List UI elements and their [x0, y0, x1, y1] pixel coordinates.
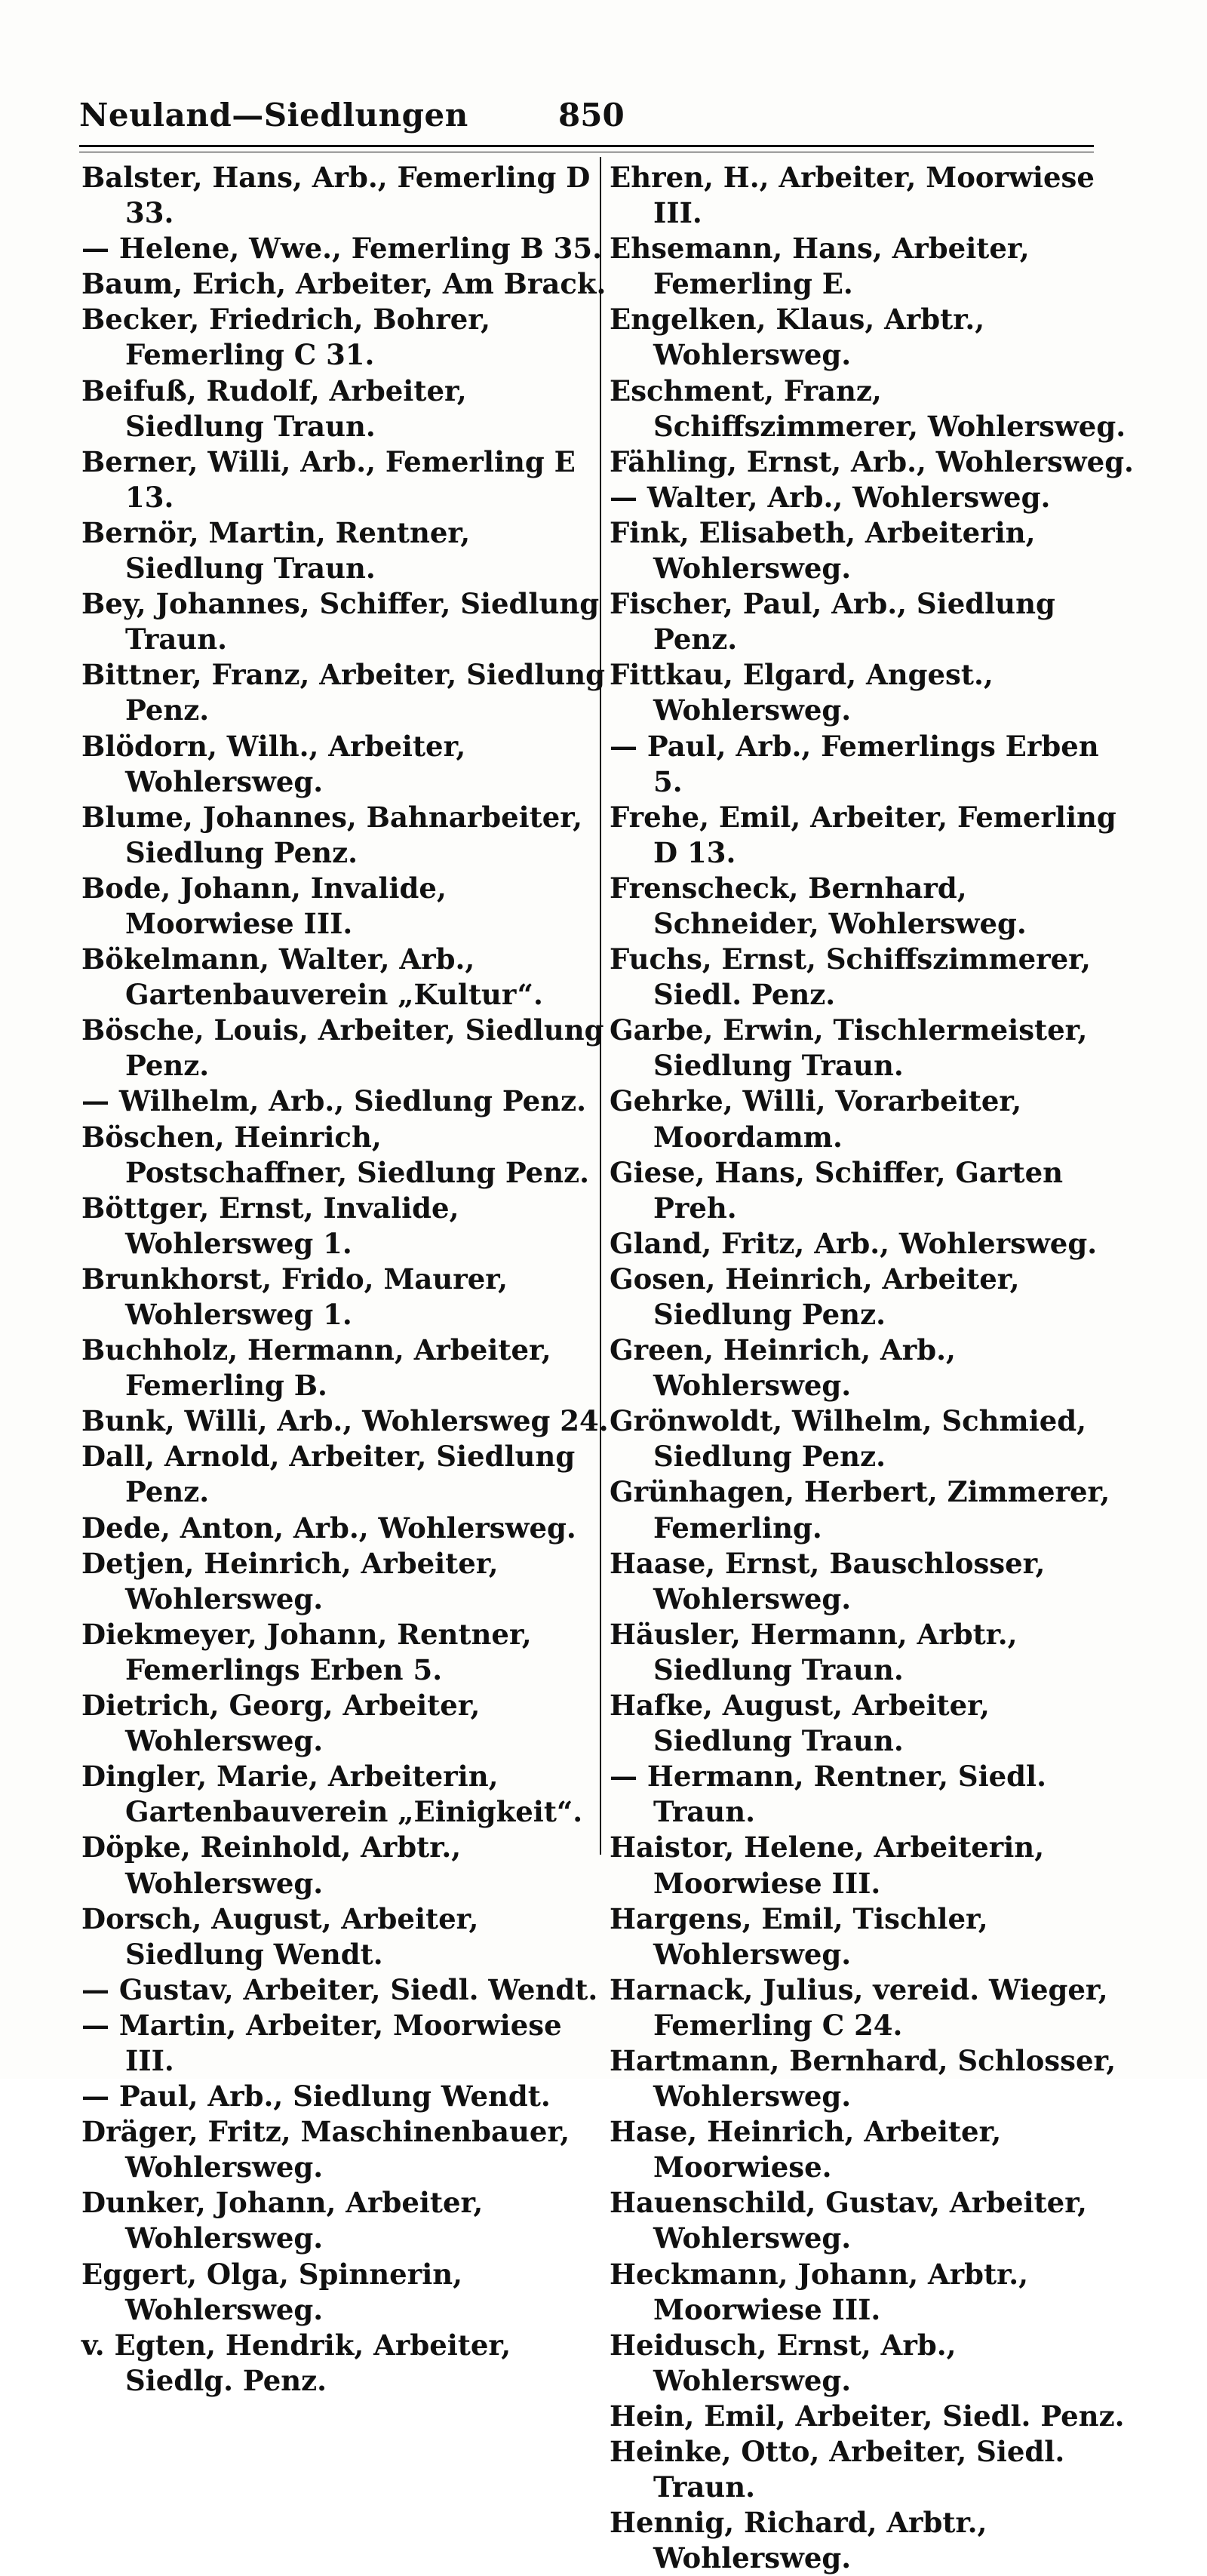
- directory-entry: Giese, Hans, Schiffer, Garten Preh.: [610, 1155, 1064, 1225]
- directory-entry: Haase, Ernst, Bauschlosser, Wohlersweg.: [610, 1546, 1046, 1615]
- directory-entry: Blödorn, Wilh., Arbeiter, Wohlersweg.: [81, 729, 466, 798]
- directory-entry: Böttger, Ernst, Invalide, Wohlersweg 1.: [81, 1191, 459, 1260]
- directory-entry: Balster, Hans, Arb., Femerling D 33.: [81, 161, 591, 230]
- directory-entry: Bode, Johann, Invalide, Moorwiese III.: [81, 871, 447, 940]
- directory-entry: Bey, Johannes, Schiffer, Siedlung Traun.: [81, 587, 600, 656]
- directory-entry: Dorsch, August, Arbeiter, Siedlung Wendt.: [81, 1901, 479, 1971]
- directory-entry: — Gustav, Arbeiter, Siedl. Wendt.: [81, 1972, 598, 2006]
- directory-entry: Grönwoldt, Wilhelm, Schmied, Siedlung Penz.: [610, 1404, 1087, 1474]
- directory-entry: Heckmann, Johann, Arbtr., Moorwiese III.: [610, 2257, 1028, 2326]
- directory-entry: Bernör, Martin, Rentner, Siedlung Traun.: [81, 515, 471, 586]
- directory-entry: Gland, Fritz, Arb., Wohlersweg.: [610, 1226, 1098, 1260]
- directory-entry: Dräger, Fritz, Maschinenbauer, Wohlersweg.: [81, 2115, 570, 2184]
- directory-entry: Dingler, Marie, Arbeiterin, Gartenbauverein „Einigkeit“.: [81, 1760, 583, 1829]
- directory-entry: — Paul, Arb., Femerlings Erben 5.: [610, 729, 1099, 798]
- header-rule-thick: [79, 145, 1094, 147]
- directory-entry: Häusler, Hermann, Arbtr., Siedlung Traun.: [610, 1617, 1018, 1686]
- directory-entry: Diekmeyer, Johann, Rentner, Femerlings Erben 5.: [81, 1617, 532, 1686]
- directory-entry: Heinke, Otto, Arbeiter, Siedl. Traun.: [610, 2435, 1065, 2504]
- directory-entry: Fähling, Ernst, Arb., Wohlersweg.: [610, 444, 1134, 478]
- directory-entry: Dede, Anton, Arb., Wohlersweg.: [81, 1511, 576, 1545]
- directory-entry: — Paul, Arb., Siedlung Wendt.: [81, 2080, 551, 2113]
- directory-entry: Frenscheck, Bernhard, Schneider, Wohlersweg.: [610, 871, 1027, 940]
- directory-entry: — Wilhelm, Arb., Siedlung Penz.: [81, 1084, 586, 1118]
- directory-entry: Fuchs, Ernst, Schiffszimmerer, Siedl. Penz.: [610, 942, 1091, 1012]
- directory-entry: Döpke, Reinhold, Arbtr., Wohlersweg.: [81, 1831, 462, 1900]
- directory-entry: Detjen, Heinrich, Arbeiter, Wohlersweg.: [81, 1546, 499, 1615]
- directory-entry: Brunkhorst, Frido, Maurer, Wohlersweg 1.: [81, 1262, 508, 1331]
- directory-entry: Green, Heinrich, Arb., Wohlersweg.: [610, 1333, 956, 1403]
- directory-entry: Bökelmann, Walter, Arb., Gartenbauverein „Kultur“.: [81, 942, 543, 1012]
- directory-entry: Harnack, Julius, vereid. Wieger, Femerling C 24.: [610, 1972, 1108, 2042]
- directory-entry: Bittner, Franz, Arbeiter, Siedlung Penz.: [81, 658, 606, 727]
- directory-entry: Böschen, Heinrich, Postschaffner, Siedlung Penz.: [81, 1120, 589, 1189]
- directory-entry: Hartmann, Bernhard, Schlosser, Wohlersweg.: [610, 2043, 1116, 2113]
- directory-entry: Ehsemann, Hans, Arbeiter, Femerling E.: [610, 232, 1030, 301]
- directory-entry: Blume, Johannes, Bahnarbeiter, Siedlung Penz.: [81, 800, 582, 869]
- directory-entry: Haistor, Helene, Arbeiterin, Moorwiese III.: [610, 1831, 1045, 1900]
- directory-entry: Frehe, Emil, Arbeiter, Femerling D 13.: [610, 800, 1116, 869]
- directory-entry: Fischer, Paul, Arb., Siedlung Penz.: [610, 587, 1055, 656]
- directory-entry: Dietrich, Georg, Arbeiter, Wohlersweg.: [81, 1689, 481, 1758]
- directory-entry: Heidusch, Ernst, Arb., Wohlersweg.: [610, 2328, 957, 2397]
- directory-entry: — Helene, Wwe., Femerling B 35.: [81, 232, 603, 266]
- right-column: [610, 160, 1138, 2576]
- directory-entry: Buchholz, Hermann, Arbeiter, Femerling B.: [81, 1333, 551, 1403]
- directory-entry: Engelken, Klaus, Arbtr., Wohlersweg.: [610, 303, 985, 372]
- directory-entry: Berner, Willi, Arb., Femerling E 13.: [81, 444, 576, 514]
- directory-entry: v. Egten, Hendrik, Arbeiter, Siedlg. Penz.: [81, 2328, 511, 2397]
- directory-entry: Gehrke, Willi, Vorarbeiter, Moordamm.: [610, 1084, 1022, 1154]
- directory-entry: Baum, Erich, Arbeiter, Am Brack.: [81, 267, 607, 301]
- left-column: [81, 160, 610, 2399]
- directory-entry: Beifuß, Rudolf, Arbeiter, Siedlung Traun.: [81, 373, 467, 443]
- page-number: 850: [558, 97, 625, 134]
- running-title: Neuland—Siedlungen: [79, 97, 468, 134]
- directory-entry: Becker, Friedrich, Bohrer, Femerling C 31.: [81, 303, 490, 372]
- directory-entry: — Walter, Arb., Wohlersweg.: [610, 480, 1051, 514]
- directory-entry: Eschment, Franz, Schiffszimmerer, Wohlersweg.: [610, 373, 1126, 443]
- directory-entry: Hauenschild, Gustav, Arbeiter, Wohlersweg.: [610, 2186, 1087, 2255]
- directory-entry: Fittkau, Elgard, Angest., Wohlersweg.: [610, 658, 994, 727]
- directory-entry: Hein, Emil, Arbeiter, Siedl. Penz.: [610, 2399, 1125, 2433]
- directory-entry: Eggert, Olga, Spinnerin, Wohlersweg.: [81, 2257, 463, 2326]
- directory-entry: Dall, Arnold, Arbeiter, Siedlung Penz.: [81, 1440, 576, 1509]
- directory-entry: — Hermann, Rentner, Siedl. Traun.: [610, 1760, 1046, 1829]
- directory-entry: Fink, Elisabeth, Arbeiterin, Wohlersweg.: [610, 515, 1036, 586]
- directory-entry: Dunker, Johann, Arbeiter, Wohlersweg.: [81, 2186, 484, 2255]
- directory-entry: Garbe, Erwin, Tischlermeister, Siedlung Traun.: [610, 1013, 1088, 1083]
- directory-entry: Grünhagen, Herbert, Zimmerer, Femerling.: [610, 1475, 1110, 1545]
- directory-entry: Hase, Heinrich, Arbeiter, Moorwiese.: [610, 2115, 1002, 2184]
- directory-entry: Bunk, Willi, Arb., Wohlersweg 24.: [81, 1404, 609, 1438]
- directory-entry: — Martin, Arbeiter, Moorwiese III.: [81, 2008, 562, 2077]
- page-header: [79, 97, 1094, 142]
- directory-entry: Hargens, Emil, Tischler, Wohlersweg.: [610, 1901, 988, 1971]
- directory-entry: Gosen, Heinrich, Arbeiter, Siedlung Penz.: [610, 1262, 1020, 1331]
- directory-entry: Hafke, August, Arbeiter, Siedlung Traun.: [610, 1689, 990, 1758]
- directory-entry: Bösche, Louis, Arbeiter, Siedlung Penz.: [81, 1013, 604, 1083]
- directory-entry: Ehren, H., Arbeiter, Moorwiese III.: [610, 161, 1095, 230]
- directory-entry: Hennig, Richard, Arbtr., Wohlersweg.: [610, 2506, 987, 2575]
